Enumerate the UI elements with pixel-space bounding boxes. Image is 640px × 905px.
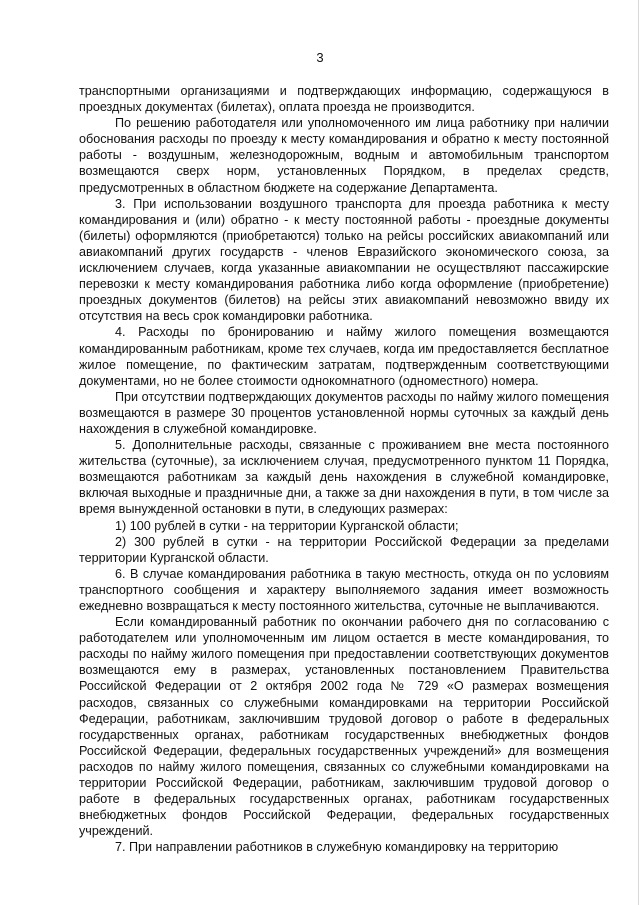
paragraph-item-6-daily-return: 6. В случае командирования работника в такую местность, откуда он по условиям транспортного сообщения и характеру выполняемого задания имеет возможность ежедневно возвращаться к месту постоянного жительства, суточные не выплачиваются. — [79, 566, 609, 613]
paragraph-housing-no-documents: При отсутствии подтверждающих документов расходы по найму жилого помещения возмещаются в размере 30 процентов установленной нормы суточных за каждый день нахождения в служебной командировке. — [79, 389, 610, 436]
paragraph-item-3-air-transport: 3. При использовании воздушного транспорта для проезда работника к месту командирования и (или) обратно - к месту постоянной работы - проездные документы (билеты) оформляются (приобретаются) только на рейсы российских авиакомпаний или авиакомпаний других государств - членов Евразийского экономического союза, за исключением случаев, когда указанные авиакомпании не осуществляют пассажирские перевозки к месту командирования работника либо когда оформление (приобретение) проездных документов (билетов) на рейсы этих авиакомпаний невозможно ввиду их отсутствия на весь срок командировки работника. — [79, 196, 609, 324]
paragraph-travel-reimbursement: По решению работодателя или уполномоченного им лица работнику при наличии обоснования расходы по проезду к месту командирования и обратно к месту постоянной работы - воздушным, железнодорожным, водным и автомобильным транспортом возмещаются сверх норм, установленных Порядком, в пределах средств, предусмотренных в областном бюджете на содержание Департамента. — [79, 116, 609, 195]
scan-edge-line — [638, 0, 639, 905]
paragraph-item-7-start: 7. При направлении работников в служебную командировку на территорию — [115, 840, 559, 855]
paragraph-item-4-housing: 4. Расходы по бронированию и найму жилого помещения возмещаются командированным работникам, кроме тех случаев, когда им предоставляется бесплатное жилое помещение, по фактическим затратам, подтвержденным соответствующими документами, но не более стоимости однокомнатного (одноместного) номера. — [79, 325, 609, 388]
paragraph-per-diem-russia: 2) 300 рублей в сутки - на территории Российской Федерации за пределами территории Курганской области. — [79, 534, 609, 565]
paragraph-overnight-stay: Если командированный работник по окончании рабочего дня по согласованию с работодателем или уполномоченным им лицом остается в месте командирования, то расходы по найму жилого помещения при предоставлении соответствующих документов возмещаются ему в размерах, установленных постановлением Правительства Российской Федерации от 2 октября 2002 года № 729 «О размерах возмещения расходов, связанных со служебными командировками на территории Российской Федерации, работникам, заключившим трудовой договор о работе в федеральных государственных органах, работникам государственных внебюджетных фондов Российской Федерации, федеральных государственных учреждений» для возмещения расходов по найму жилого помещения, связанных со служебными командировками на территории Российской Федерации, работникам, заключившим трудовой договор о работе в федеральных государственных органах, работникам государственных внебюджетных фондов Российской Федерации, федеральных государственных учреждений. — [79, 615, 609, 839]
paragraph-per-diem-kurgan: 1) 100 рублей в сутки - на территории Курганской области; — [115, 518, 459, 533]
paragraph-continuation: транспортными организациями и подтверждающих информацию, содержащуюся в проездных документах (билетах), оплата проезда не производится. — [79, 84, 609, 115]
page-number: 3 — [316, 50, 324, 65]
paragraph-item-5-per-diem: 5. Дополнительные расходы, связанные с проживанием вне места постоянного жительства (суточные), за исключением случая, предусмотренного пунктом 11 Порядка, возмещаются работникам за каждый день нахождения в служебной командировке, включая выходные и праздничные дни, а также за дни нахождения в пути, в том числе за время вынужденной остановки в пути, в следующих размерах: — [79, 438, 609, 517]
document-body — [79, 83, 609, 856]
